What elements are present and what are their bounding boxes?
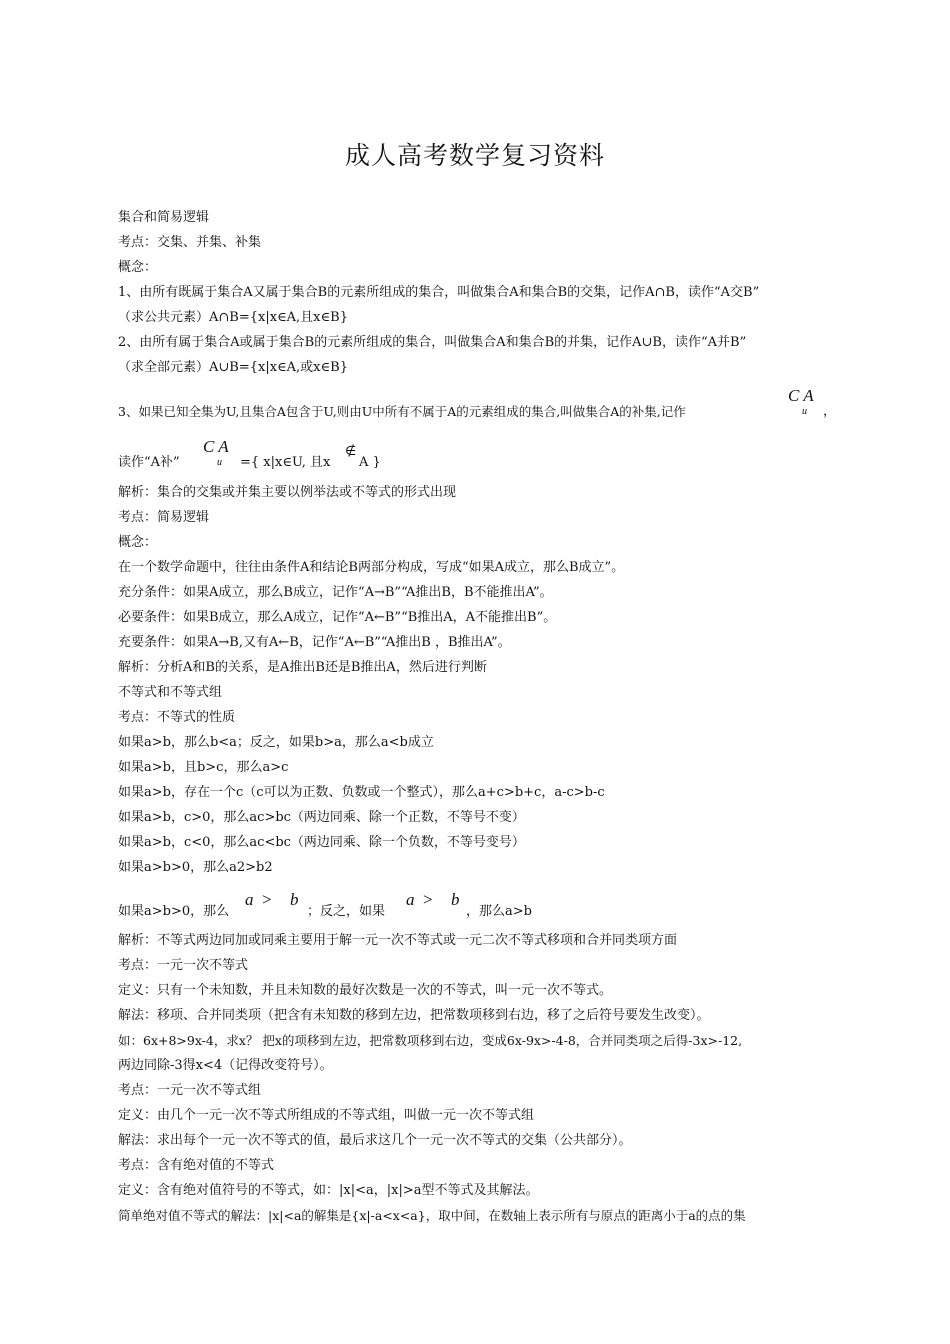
inequality-a: a — [406, 890, 415, 909]
text-line: 如果a>b，且b>c，那么a>c — [118, 760, 289, 775]
text-line: ={ x|x∈U, 且x — [240, 455, 331, 470]
complement-subscript: u — [217, 457, 222, 468]
complement-subscript: u — [802, 406, 807, 417]
text-line: 概念： — [118, 535, 158, 550]
inequality-gt: > — [423, 890, 433, 909]
text-line: 考点：交集、并集、补集 — [118, 235, 262, 250]
text-line: 考点：含有绝对值的不等式 — [118, 1158, 275, 1173]
text-line: 如果a>b，那么b<a；反之，如果b>a，那么a<b成立 — [118, 735, 434, 750]
text-line: 考点：简易逻辑 — [118, 510, 210, 525]
text-line: 在一个数学命题中，往往由条件A和结论B两部分构成，写成“如果A成立，那么B成立”。 — [118, 560, 625, 575]
text-line: 解法：移项、合并同类项（把含有未知数的移到左边，把常数项移到右边，移了之后符号要发生改变）。 — [118, 1008, 710, 1023]
text-line: 概念： — [118, 260, 158, 275]
text-line: ， — [823, 404, 837, 419]
section-heading: 不等式和不等式组 — [118, 685, 223, 700]
text-line: A } — [359, 455, 381, 470]
text-line: 如果a>b>0，那么a2>b2 — [118, 860, 273, 875]
text-line: 如果a>b，c<0，那么ac<bc（两边同乘、除一个负数，不等号变号） — [118, 835, 525, 850]
inequality-b: b — [451, 890, 460, 909]
text-line: 解法：求出每个一元一次不等式的值，最后求这几个一元一次不等式的交集（公共部分）。 — [118, 1133, 632, 1148]
text-line: 如果a>b>0，那么 — [118, 904, 230, 919]
text-line: 如果a>b，c>0，那么ac>bc（两边同乘、除一个正数，不等号不变） — [118, 810, 525, 825]
text-line: 定义：由几个一元一次不等式所组成的不等式组，叫做一元一次不等式组 — [118, 1108, 535, 1123]
text-line: （求全部元素）A∪B={x|x∈A,或x∈B} — [118, 360, 348, 375]
text-line: 两边同除-3得x<4（记得改变符号）。 — [118, 1058, 333, 1073]
text-line: 考点：不等式的性质 — [118, 710, 236, 725]
text-line: 考点：一元一次不等式 — [118, 958, 249, 973]
text-line: 充要条件：如果A→B,又有A←B，记作“A←B”“A推出B ，B推出A”。 — [118, 635, 511, 650]
text-line: 3、如果已知全集为U,且集合A包含于U,则由U中所有不属于A的元素组成的集合,叫做集合A的补集,记作 — [118, 404, 686, 419]
inequality-a: a — [245, 890, 254, 909]
text-line: 充分条件：如果A成立，那么B成立，记作“A→B”“A推出B，B不能推出A”。 — [118, 585, 553, 600]
text-line: 2、由所有属于集合A或属于集合B的元素所组成的集合，叫做集合A和集合B的并集，记作A∪B，读作“A并B” — [118, 335, 747, 350]
text-line: 解析：分析A和B的关系，是A推出B还是B推出A，然后进行判断 — [118, 660, 487, 675]
text-line: 考点：一元一次不等式组 — [118, 1083, 262, 1098]
page-title: 成人高考数学复习资料 — [344, 141, 605, 170]
complement-formula: C A — [203, 437, 229, 456]
text-line: 1、由所有既属于集合A又属于集合B的元素所组成的集合，叫做集合A和集合B的交集，记作A∩B，读作“A交B” — [118, 285, 760, 300]
text-line: ，那么a>b — [466, 904, 532, 919]
not-in-symbol: ∉ — [345, 444, 357, 459]
inequality-b: b — [290, 890, 299, 909]
text-line: 定义：含有绝对值符号的不等式，如：|x|<a，|x|>a型不等式及其解法。 — [118, 1183, 539, 1198]
text-line: 如：6x+8>9x-4，求x？ 把x的项移到左边，把常数项移到右边，变成6x-9x>-4-8，合并同类项之后得-3x>-12, — [118, 1033, 743, 1048]
text-line: 简单绝对值不等式的解法：|x|<a的解集是{x|-a<x<a}，取中间，在数轴上表示所有与原点的距离小于a的点的集 — [118, 1208, 746, 1223]
text-line: 解析：不等式两边同加或同乘主要用于解一元一次不等式或一元二次不等式移项和合并同类项方面 — [118, 933, 678, 948]
text-line: 定义：只有一个未知数，并且未知数的最好次数是一次的不等式，叫一元一次不等式。 — [118, 983, 613, 998]
complement-formula: C A — [788, 386, 814, 405]
text-line: ；反之，如果 — [307, 904, 386, 919]
text-line: 如果a>b，存在一个c（c可以为正数、负数或一个整式），那么a+c>b+c，a-c>b-c — [118, 785, 605, 800]
section-heading: 集合和简易逻辑 — [118, 210, 210, 225]
text-line: 解析：集合的交集或并集主要以例举法或不等式的形式出现 — [118, 485, 457, 500]
text-line: 读作“A补” — [118, 455, 180, 470]
inequality-gt: > — [262, 890, 272, 909]
text-line: （求公共元素）A∩B={x|x∈A,且x∈B} — [118, 310, 348, 325]
text-line: 必要条件：如果B成立，那么A成立，记作“A←B”“B推出A，A不能推出B”。 — [118, 610, 557, 625]
